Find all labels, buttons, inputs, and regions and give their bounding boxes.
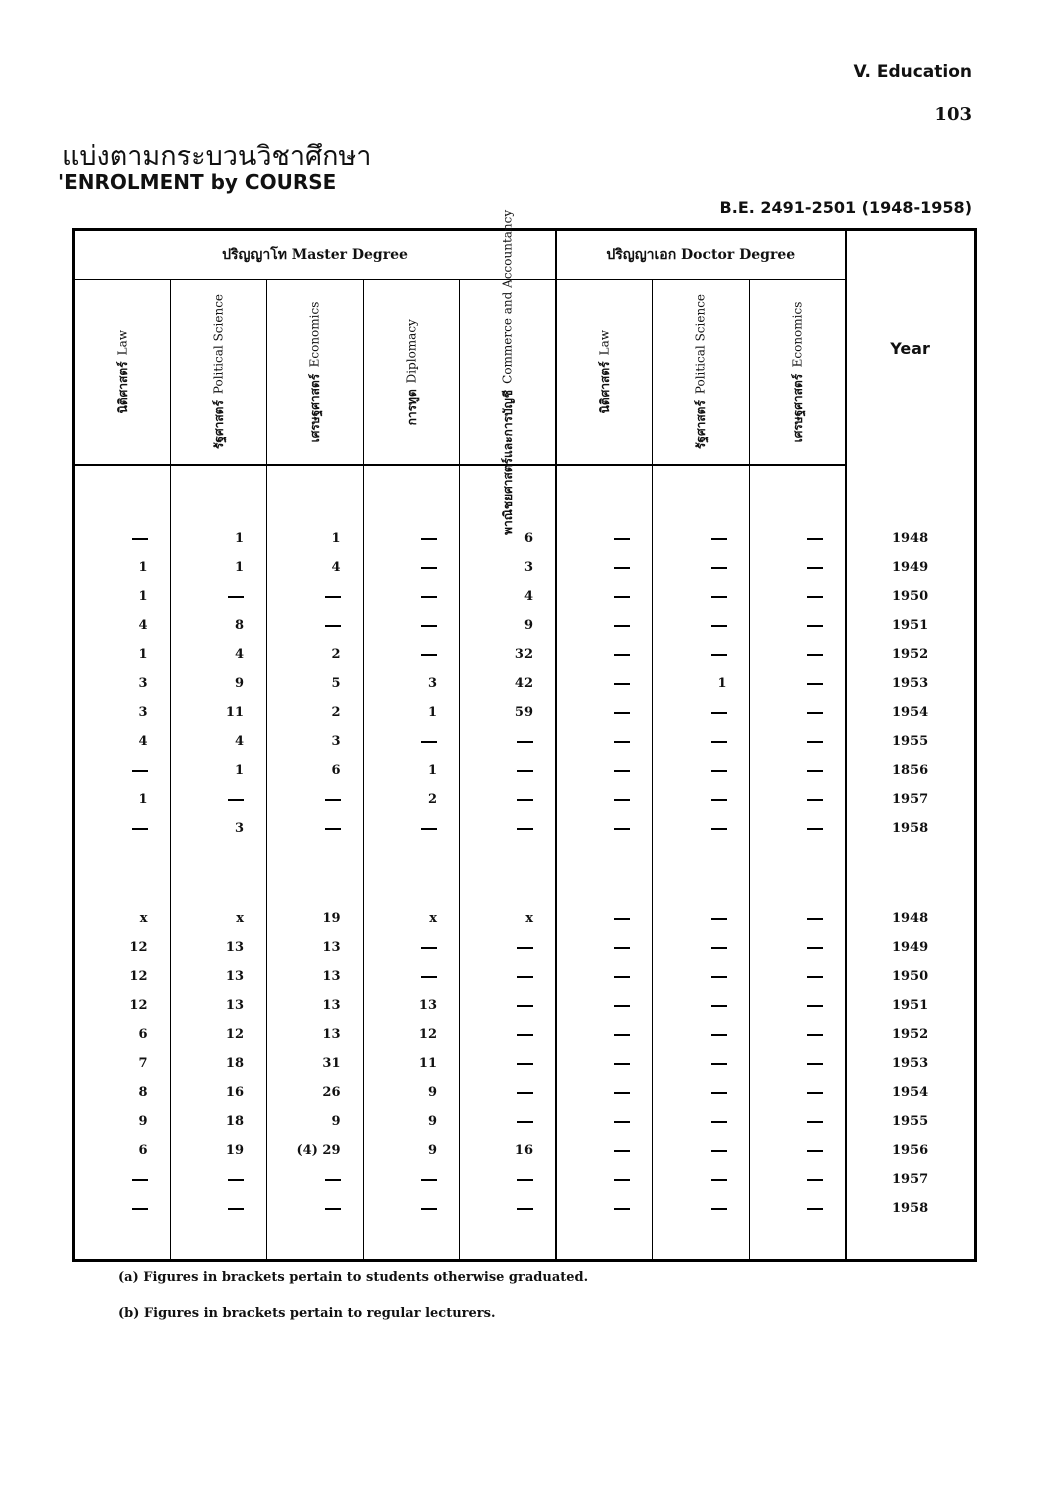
year-cell: 1948 xyxy=(846,904,976,933)
year-cell: 1949 xyxy=(846,933,976,962)
spacer-cell xyxy=(170,465,267,524)
table-cell xyxy=(556,698,653,727)
table-cell xyxy=(653,611,750,640)
table-cell: 1 xyxy=(74,640,171,669)
table-cell xyxy=(556,785,653,814)
year-header: Year xyxy=(846,230,976,466)
spacer-cell xyxy=(170,1223,267,1261)
table-row xyxy=(74,933,976,962)
table-cell xyxy=(460,785,557,814)
table-cell: 9 xyxy=(363,1078,460,1107)
table-cell xyxy=(749,669,846,698)
table-cell xyxy=(749,640,846,669)
enrolment-table xyxy=(72,209,977,1262)
column-header-english: Political Science xyxy=(211,294,226,395)
table-cell xyxy=(267,1165,364,1194)
spacer-cell xyxy=(846,843,976,904)
table-cell xyxy=(749,1107,846,1136)
table-cell xyxy=(460,1049,557,1078)
spacer-cell xyxy=(363,843,460,904)
table-cell: 3 xyxy=(74,698,171,727)
table-cell xyxy=(363,1194,460,1223)
table-cell xyxy=(556,814,653,843)
column-header-thai: รัฐศาสตร์ xyxy=(211,400,226,450)
table-cell xyxy=(363,1165,460,1194)
table-cell: 12 xyxy=(74,991,171,1020)
table-cell xyxy=(653,1136,750,1165)
table-cell xyxy=(267,785,364,814)
table-row xyxy=(74,1194,976,1223)
table-cell xyxy=(653,785,750,814)
year-cell: 1957 xyxy=(846,785,976,814)
table-cell xyxy=(653,727,750,756)
table-cell: 13 xyxy=(363,991,460,1020)
table-cell: 3 xyxy=(170,814,267,843)
table-cell xyxy=(749,756,846,785)
year-cell: 1957 xyxy=(846,1165,976,1194)
year-cell: 1951 xyxy=(846,611,976,640)
table-cell: 3 xyxy=(363,669,460,698)
period-label: B.E. 2491-2501 (1948-1958) xyxy=(719,198,972,217)
table-cell: 1 xyxy=(363,756,460,785)
table-cell xyxy=(653,553,750,582)
table-cell: 6 xyxy=(267,756,364,785)
column-header-english: Diplomacy xyxy=(404,318,419,384)
table-cell xyxy=(74,1165,171,1194)
table-cell: 13 xyxy=(170,962,267,991)
table-cell: 11 xyxy=(363,1049,460,1078)
spacer-cell xyxy=(749,465,846,524)
spacer-cell xyxy=(363,465,460,524)
table-cell xyxy=(653,1078,750,1107)
table-cell xyxy=(363,933,460,962)
table-cell xyxy=(74,1194,171,1223)
table-cell xyxy=(749,785,846,814)
table-cell: 1 xyxy=(74,785,171,814)
table-cell: 9 xyxy=(363,1107,460,1136)
table-cell xyxy=(267,814,364,843)
table-cell xyxy=(653,582,750,611)
table-cell xyxy=(556,524,653,553)
table-cell: 4 xyxy=(170,640,267,669)
table-cell xyxy=(749,991,846,1020)
year-cell: 1954 xyxy=(846,698,976,727)
column-header xyxy=(556,280,653,466)
doctor-degree-header: ปริญญาเอก Doctor Degree xyxy=(556,230,846,280)
table-cell: 9 xyxy=(267,1107,364,1136)
column-header-english: Law xyxy=(115,330,130,356)
year-cell: 1856 xyxy=(846,756,976,785)
spacer-cell xyxy=(74,843,171,904)
table-cell xyxy=(74,524,171,553)
table-cell: 13 xyxy=(267,1020,364,1049)
footnote-a: (a) Figures in brackets pertain to students otherwise graduated. xyxy=(118,1270,589,1285)
table-row xyxy=(74,991,976,1020)
table-cell xyxy=(267,1194,364,1223)
table-row xyxy=(74,814,976,843)
table-cell: 9 xyxy=(74,1107,171,1136)
table-cell xyxy=(556,669,653,698)
table-cell: 18 xyxy=(170,1107,267,1136)
table-cell xyxy=(749,698,846,727)
table-cell: 12 xyxy=(74,933,171,962)
section-label: V. Education xyxy=(853,62,972,82)
table-cell: 6 xyxy=(460,524,557,553)
spacer-cell xyxy=(846,1223,976,1261)
table-cell: 1 xyxy=(74,582,171,611)
table-cell xyxy=(749,1165,846,1194)
table-cell xyxy=(653,1194,750,1223)
year-cell: 1954 xyxy=(846,1078,976,1107)
spacer-row xyxy=(74,1223,976,1261)
table-cell xyxy=(749,814,846,843)
table-cell: 1 xyxy=(170,756,267,785)
table-cell: 2 xyxy=(267,640,364,669)
table-cell xyxy=(267,611,364,640)
table-cell: 2 xyxy=(267,698,364,727)
column-header xyxy=(749,280,846,466)
spacer-cell xyxy=(74,465,171,524)
table-cell: 1 xyxy=(74,553,171,582)
table-cell xyxy=(556,933,653,962)
table-cell: 7 xyxy=(74,1049,171,1078)
table-cell: 13 xyxy=(170,933,267,962)
table-cell xyxy=(556,1078,653,1107)
table-cell xyxy=(556,1194,653,1223)
spacer-cell xyxy=(267,1223,364,1261)
column-header-thai: เศรษฐศาสตร์ xyxy=(308,373,323,443)
year-cell: 1952 xyxy=(846,1020,976,1049)
column-header-english: Economics xyxy=(307,301,322,368)
table-cell xyxy=(460,991,557,1020)
table-cell: 42 xyxy=(460,669,557,698)
table-cell xyxy=(74,814,171,843)
table-cell: x xyxy=(460,904,557,933)
table-cell: 3 xyxy=(74,669,171,698)
spacer-cell xyxy=(749,843,846,904)
table-cell xyxy=(363,611,460,640)
column-header-english: Commerce and Accountancy xyxy=(500,209,515,384)
table-cell: 31 xyxy=(267,1049,364,1078)
spacer-cell xyxy=(653,465,750,524)
table-row xyxy=(74,1078,976,1107)
table-cell: 3 xyxy=(460,553,557,582)
table-cell xyxy=(749,553,846,582)
table-cell xyxy=(363,582,460,611)
table-cell xyxy=(653,962,750,991)
spacer-cell xyxy=(267,843,364,904)
table-cell xyxy=(170,785,267,814)
year-cell: 1955 xyxy=(846,1107,976,1136)
table-cell xyxy=(363,640,460,669)
table-row xyxy=(74,582,976,611)
table-cell: (4) 29 xyxy=(267,1136,364,1165)
table-row xyxy=(74,553,976,582)
table-cell xyxy=(170,582,267,611)
year-cell: 1952 xyxy=(846,640,976,669)
table-row xyxy=(74,1049,976,1078)
year-cell: 1958 xyxy=(846,814,976,843)
column-header xyxy=(170,280,267,466)
table-cell xyxy=(363,727,460,756)
table-cell xyxy=(460,814,557,843)
table-cell: 12 xyxy=(74,962,171,991)
year-cell: 1953 xyxy=(846,669,976,698)
table-cell xyxy=(267,582,364,611)
table-cell: 12 xyxy=(170,1020,267,1049)
table-cell xyxy=(749,962,846,991)
table-row xyxy=(74,727,976,756)
table-cell xyxy=(749,582,846,611)
table-cell: 1 xyxy=(653,669,750,698)
table-cell xyxy=(460,1078,557,1107)
table-cell: 12 xyxy=(363,1020,460,1049)
table-cell: 5 xyxy=(267,669,364,698)
table-cell: 26 xyxy=(267,1078,364,1107)
table-cell xyxy=(556,991,653,1020)
column-header xyxy=(653,280,750,466)
spacer-cell xyxy=(267,465,364,524)
table-cell xyxy=(653,698,750,727)
table-cell: 18 xyxy=(170,1049,267,1078)
table-cell xyxy=(556,756,653,785)
table-cell xyxy=(653,1107,750,1136)
table-cell: 6 xyxy=(74,1136,171,1165)
table-cell: 13 xyxy=(170,991,267,1020)
table-cell xyxy=(556,1165,653,1194)
table-cell: 1 xyxy=(170,553,267,582)
table-cell: x xyxy=(170,904,267,933)
table-cell xyxy=(749,1049,846,1078)
table-cell: 59 xyxy=(460,698,557,727)
column-header xyxy=(363,280,460,466)
footnote-b: (b) Figures in brackets pertain to regular lecturers. xyxy=(118,1306,496,1321)
table-cell: 4 xyxy=(170,727,267,756)
table-cell xyxy=(556,1136,653,1165)
table-cell xyxy=(653,933,750,962)
spacer-cell xyxy=(170,843,267,904)
spacer-cell xyxy=(556,843,653,904)
table-cell xyxy=(460,933,557,962)
table-cell xyxy=(653,904,750,933)
table-cell xyxy=(749,1194,846,1223)
column-header-english: Law xyxy=(597,330,612,356)
table-cell: 13 xyxy=(267,962,364,991)
table-cell: 3 xyxy=(267,727,364,756)
table-cell: 8 xyxy=(170,611,267,640)
spacer-row xyxy=(74,843,976,904)
table-cell xyxy=(460,756,557,785)
table-cell: 9 xyxy=(170,669,267,698)
table-cell: x xyxy=(363,904,460,933)
year-cell: 1950 xyxy=(846,962,976,991)
table-cell: 8 xyxy=(74,1078,171,1107)
table-cell xyxy=(749,1078,846,1107)
table-cell: 9 xyxy=(363,1136,460,1165)
table-cell: 4 xyxy=(460,582,557,611)
spacer-cell xyxy=(846,465,976,524)
table-cell xyxy=(556,1049,653,1078)
table-row xyxy=(74,1107,976,1136)
column-header-thai: นิติศาสตร์ xyxy=(598,361,612,414)
table-cell xyxy=(363,962,460,991)
table-cell: 4 xyxy=(74,611,171,640)
table-cell: 16 xyxy=(460,1136,557,1165)
column-header-thai: รัฐศาสตร์ xyxy=(694,400,709,450)
table-cell xyxy=(363,524,460,553)
table-cell: 13 xyxy=(267,933,364,962)
table-row xyxy=(74,611,976,640)
spacer-cell xyxy=(749,1223,846,1261)
year-cell: 1956 xyxy=(846,1136,976,1165)
spacer-row xyxy=(74,465,976,524)
table-cell: 16 xyxy=(170,1078,267,1107)
year-cell: 1955 xyxy=(846,727,976,756)
table-row xyxy=(74,1136,976,1165)
column-header xyxy=(74,280,171,466)
table-cell xyxy=(749,524,846,553)
column-header-thai: พาณิชยศาสตร์และการบัญชี xyxy=(501,389,515,535)
table-cell xyxy=(363,553,460,582)
table-cell: 32 xyxy=(460,640,557,669)
table-cell xyxy=(556,553,653,582)
table-cell: 1 xyxy=(267,524,364,553)
table-cell xyxy=(653,1165,750,1194)
master-degree-header: ปริญญาโท Master Degree xyxy=(74,230,557,280)
table-cell xyxy=(653,1049,750,1078)
table-cell xyxy=(749,727,846,756)
table-cell: 11 xyxy=(170,698,267,727)
table-cell xyxy=(749,933,846,962)
spacer-cell xyxy=(556,1223,653,1261)
spacer-cell xyxy=(653,843,750,904)
thai-title: แบ่งตามกระบวนวิชาศึกษา xyxy=(62,141,372,172)
table-cell xyxy=(556,1020,653,1049)
table-cell xyxy=(170,1165,267,1194)
table-row xyxy=(74,524,976,553)
table-cell xyxy=(653,756,750,785)
spacer-cell xyxy=(460,843,557,904)
table-cell: 4 xyxy=(74,727,171,756)
table-cell: 6 xyxy=(74,1020,171,1049)
page-number: 103 xyxy=(934,104,972,125)
table-cell xyxy=(556,640,653,669)
table-cell xyxy=(653,524,750,553)
year-cell: 1950 xyxy=(846,582,976,611)
table-cell: 19 xyxy=(267,904,364,933)
table-row xyxy=(74,640,976,669)
table-cell xyxy=(556,904,653,933)
table-cell xyxy=(556,727,653,756)
table-cell xyxy=(749,611,846,640)
table-row xyxy=(74,785,976,814)
table-cell xyxy=(556,1107,653,1136)
table-cell xyxy=(460,1165,557,1194)
table-cell: 2 xyxy=(363,785,460,814)
column-header-thai: นิติศาสตร์ xyxy=(115,361,130,414)
table-cell xyxy=(363,814,460,843)
table-cell xyxy=(460,962,557,991)
table-cell: x xyxy=(74,904,171,933)
column-header-thai: การทูต xyxy=(404,389,419,426)
table-cell: 13 xyxy=(267,991,364,1020)
table-cell xyxy=(170,1194,267,1223)
table-cell xyxy=(653,640,750,669)
table-cell xyxy=(749,1020,846,1049)
column-header-english: Economics xyxy=(790,301,805,368)
table-row xyxy=(74,756,976,785)
table-cell: 19 xyxy=(170,1136,267,1165)
column-header xyxy=(267,280,364,466)
table-row xyxy=(74,962,976,991)
year-cell: 1948 xyxy=(846,524,976,553)
table-cell: 4 xyxy=(267,553,364,582)
spacer-cell xyxy=(556,465,653,524)
table-row xyxy=(74,1165,976,1194)
spacer-cell xyxy=(653,1223,750,1261)
table-row xyxy=(74,904,976,933)
table-cell: 1 xyxy=(170,524,267,553)
year-cell: 1949 xyxy=(846,553,976,582)
table-row xyxy=(74,669,976,698)
table-cell xyxy=(460,1107,557,1136)
table-row xyxy=(74,1020,976,1049)
table-cell xyxy=(749,1136,846,1165)
table-cell xyxy=(556,962,653,991)
column-header-english: Political Science xyxy=(693,294,708,395)
table-cell xyxy=(749,904,846,933)
spacer-cell xyxy=(363,1223,460,1261)
table-cell xyxy=(653,1020,750,1049)
spacer-cell xyxy=(74,1223,171,1261)
column-header xyxy=(460,209,557,535)
year-cell: 1953 xyxy=(846,1049,976,1078)
table-cell xyxy=(460,1020,557,1049)
table-cell xyxy=(556,611,653,640)
table-cell xyxy=(74,756,171,785)
table-cell xyxy=(653,991,750,1020)
table-row xyxy=(74,698,976,727)
table-cell xyxy=(460,1194,557,1223)
column-header-thai: เศรษฐศาสตร์ xyxy=(790,373,805,443)
table-cell xyxy=(460,727,557,756)
spacer-cell xyxy=(460,1223,557,1261)
english-title: 'ENROLMENT by COURSE xyxy=(58,170,337,194)
year-cell: 1951 xyxy=(846,991,976,1020)
year-cell: 1958 xyxy=(846,1194,976,1223)
table-cell: 9 xyxy=(460,611,557,640)
table-cell xyxy=(653,814,750,843)
table-cell xyxy=(556,582,653,611)
table-cell: 1 xyxy=(363,698,460,727)
